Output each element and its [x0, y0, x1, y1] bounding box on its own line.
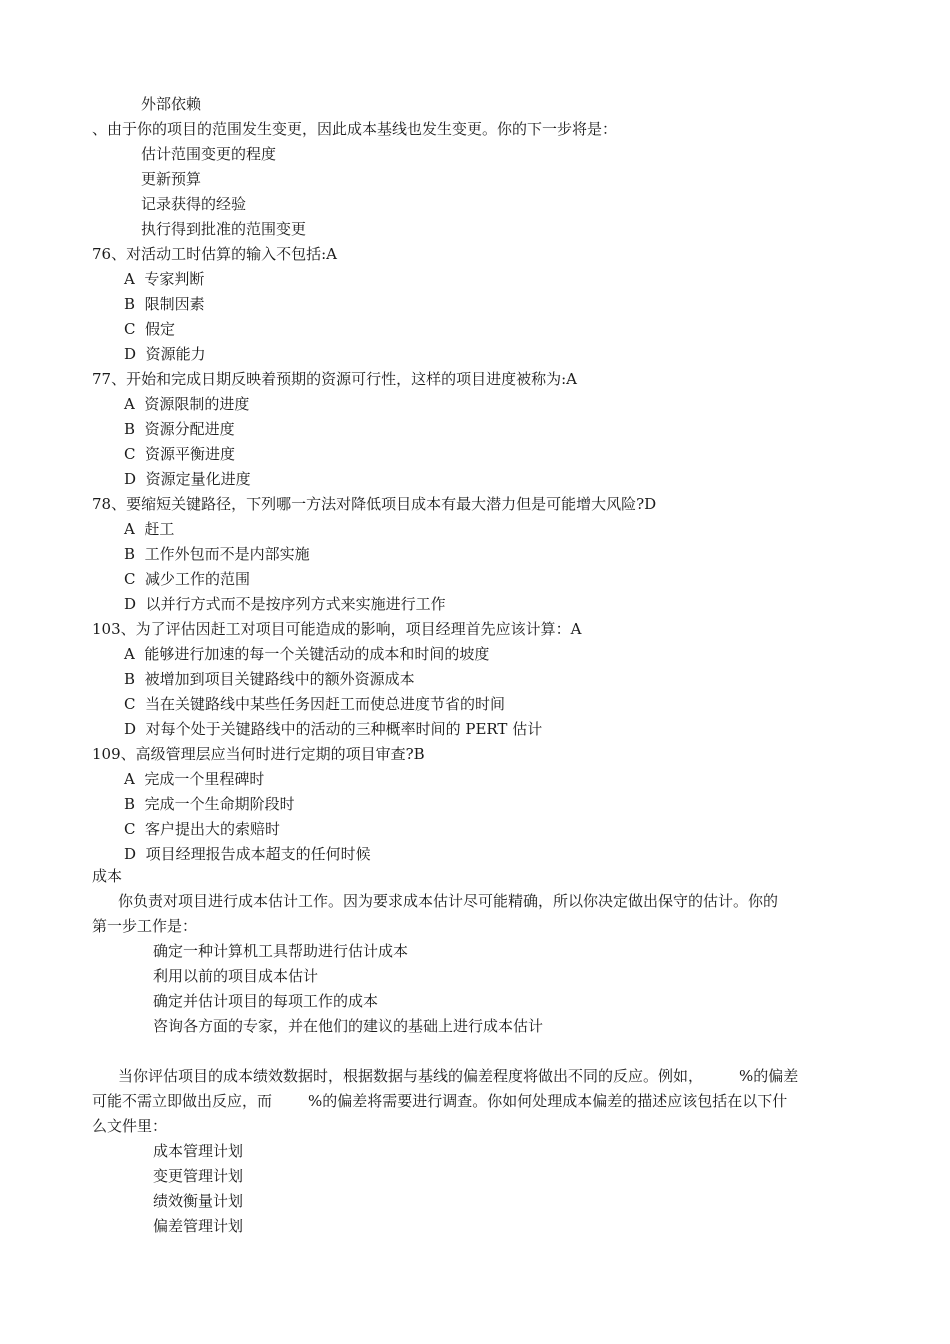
paragraph-line: 你负责对项目进行成本估计工作。因为要求成本估计尽可能精确，所以你决定做出保守的估计。你的: [118, 892, 779, 910]
question-text: 76、对活动工时估算的输入不包括:A: [92, 245, 337, 263]
option-text: 记录获得的经验: [141, 195, 247, 213]
option-text: 限制因素: [144, 295, 205, 313]
question-text: 103、为了评估因赶工对项目可能造成的影响，项目经理首先应该计算：A: [92, 620, 582, 638]
paragraph-text: 当你评估项目的成本绩效数据时，根据数据与基线的偏差程度将做出不同的反应。例如，: [118, 1067, 704, 1085]
option-letter: D: [124, 595, 137, 613]
option-letter: A: [124, 395, 135, 413]
option-text: 更新预算: [141, 170, 202, 188]
paragraph-line: [92, 1091, 787, 1111]
option-text: 利用以前的项目成本估计: [153, 967, 319, 985]
option-letter: A: [124, 270, 135, 288]
option-letter: D: [124, 470, 137, 488]
option-letter: C: [124, 820, 136, 838]
option-text: 资源平衡进度: [145, 445, 236, 463]
option-text: 项目经理报告成本超支的任何时候: [145, 845, 371, 863]
option-letter: C: [124, 570, 136, 588]
option-item: [124, 544, 310, 564]
option-letter: B: [124, 545, 136, 563]
option-item: [124, 519, 174, 539]
option-text: 估计范围变更的程度: [141, 145, 277, 163]
option-text: 客户提出大的索赔时: [145, 820, 281, 838]
option-text: 偏差管理计划: [153, 1217, 244, 1235]
option-text: 资源定量化进度: [145, 470, 251, 488]
option-letter: C: [124, 695, 136, 713]
option-item: [124, 594, 446, 614]
option-text: 成本管理计划: [153, 1142, 244, 1160]
option-item: [124, 844, 371, 864]
option-text: 对每个处于关键路线中的活动的三种概率时间的 PERT 估计: [145, 720, 543, 738]
option-text: 咨询各方面的专家，并在他们的建议的基础上进行成本估计: [153, 1017, 544, 1035]
option-text: 假定: [145, 320, 176, 338]
option-item: [124, 444, 235, 464]
question-text: 、由于你的项目的范围发生变更，因此成本基线也发生变更。你的下一步将是：: [92, 120, 618, 138]
paragraph-text: %的偏差将需要进行调查。你如何处理成本偏差的描述应该包括在以下什: [308, 1092, 788, 1110]
option-letter: C: [124, 320, 136, 338]
option-item: [124, 694, 505, 714]
option-text: 能够进行加速的每一个关键活动的成本和时间的坡度: [144, 645, 490, 663]
option-text: 完成一个里程碑时: [144, 770, 265, 788]
option-letter: B: [124, 295, 136, 313]
option-item: [124, 819, 280, 839]
option-item: [124, 319, 175, 339]
option-item: [124, 294, 205, 314]
option-item: [124, 719, 542, 739]
option-letter: D: [124, 720, 137, 738]
option-text: 确定并估计项目的每项工作的成本: [153, 992, 379, 1010]
option-text: 资源限制的进度: [144, 395, 250, 413]
option-letter: A: [124, 770, 135, 788]
option-item: [124, 769, 264, 789]
option-text: 以并行方式而不是按序列方式来实施进行工作: [145, 595, 446, 613]
option-letter: A: [124, 645, 135, 663]
option-text: 绩效衡量计划: [153, 1192, 244, 1210]
section-heading: 成本: [92, 867, 123, 885]
option-text: 完成一个生命期阶段时: [144, 795, 295, 813]
option-letter: B: [124, 420, 136, 438]
paragraph-text: %的偏差: [739, 1067, 799, 1085]
option-item: [124, 644, 489, 664]
option-item: [124, 669, 415, 689]
option-letter: B: [124, 670, 136, 688]
option-letter: D: [124, 345, 137, 363]
option-text: 当在关键路线中某些任务因赶工而使总进度节省的时间: [145, 695, 506, 713]
option-item: [124, 794, 295, 814]
option-item: [124, 394, 249, 414]
question-text: 77、开始和完成日期反映着预期的资源可行性，这样的项目进度被称为:A: [92, 370, 577, 388]
option-text: 赶工: [144, 520, 175, 538]
option-item: [124, 344, 206, 364]
option-item: [124, 469, 251, 489]
paragraph-line: [118, 1066, 798, 1086]
question-text: 78、要缩短关键路径，下列哪一方法对降低项目成本有最大潜力但是可能增大风险?D: [92, 495, 657, 513]
question-text: 109、高级管理层应当何时进行定期的项目审查?B: [92, 745, 425, 763]
option-text: 执行得到批准的范围变更: [141, 220, 307, 238]
option-text: 减少工作的范围: [145, 570, 251, 588]
option-text: 资源能力: [145, 345, 206, 363]
option-letter: C: [124, 445, 136, 463]
option-item: [124, 269, 204, 289]
option-text: 确定一种计算机工具帮助进行估计成本: [153, 942, 409, 960]
paragraph-line: 么文件里：: [92, 1117, 168, 1135]
option-text: 外部依赖: [141, 95, 202, 113]
option-text: 被增加到项目关键路线中的额外资源成本: [144, 670, 415, 688]
option-letter: A: [124, 520, 135, 538]
option-text: 变更管理计划: [153, 1167, 244, 1185]
option-item: [124, 419, 235, 439]
option-letter: B: [124, 795, 136, 813]
option-text: 专家判断: [144, 270, 205, 288]
option-text: 工作外包而不是内部实施: [144, 545, 310, 563]
option-item: [124, 569, 250, 589]
option-letter: D: [124, 845, 137, 863]
paragraph-line: 第一步工作是：: [92, 917, 198, 935]
option-text: 资源分配进度: [144, 420, 235, 438]
paragraph-text: 可能不需立即做出反应，而: [92, 1092, 273, 1110]
